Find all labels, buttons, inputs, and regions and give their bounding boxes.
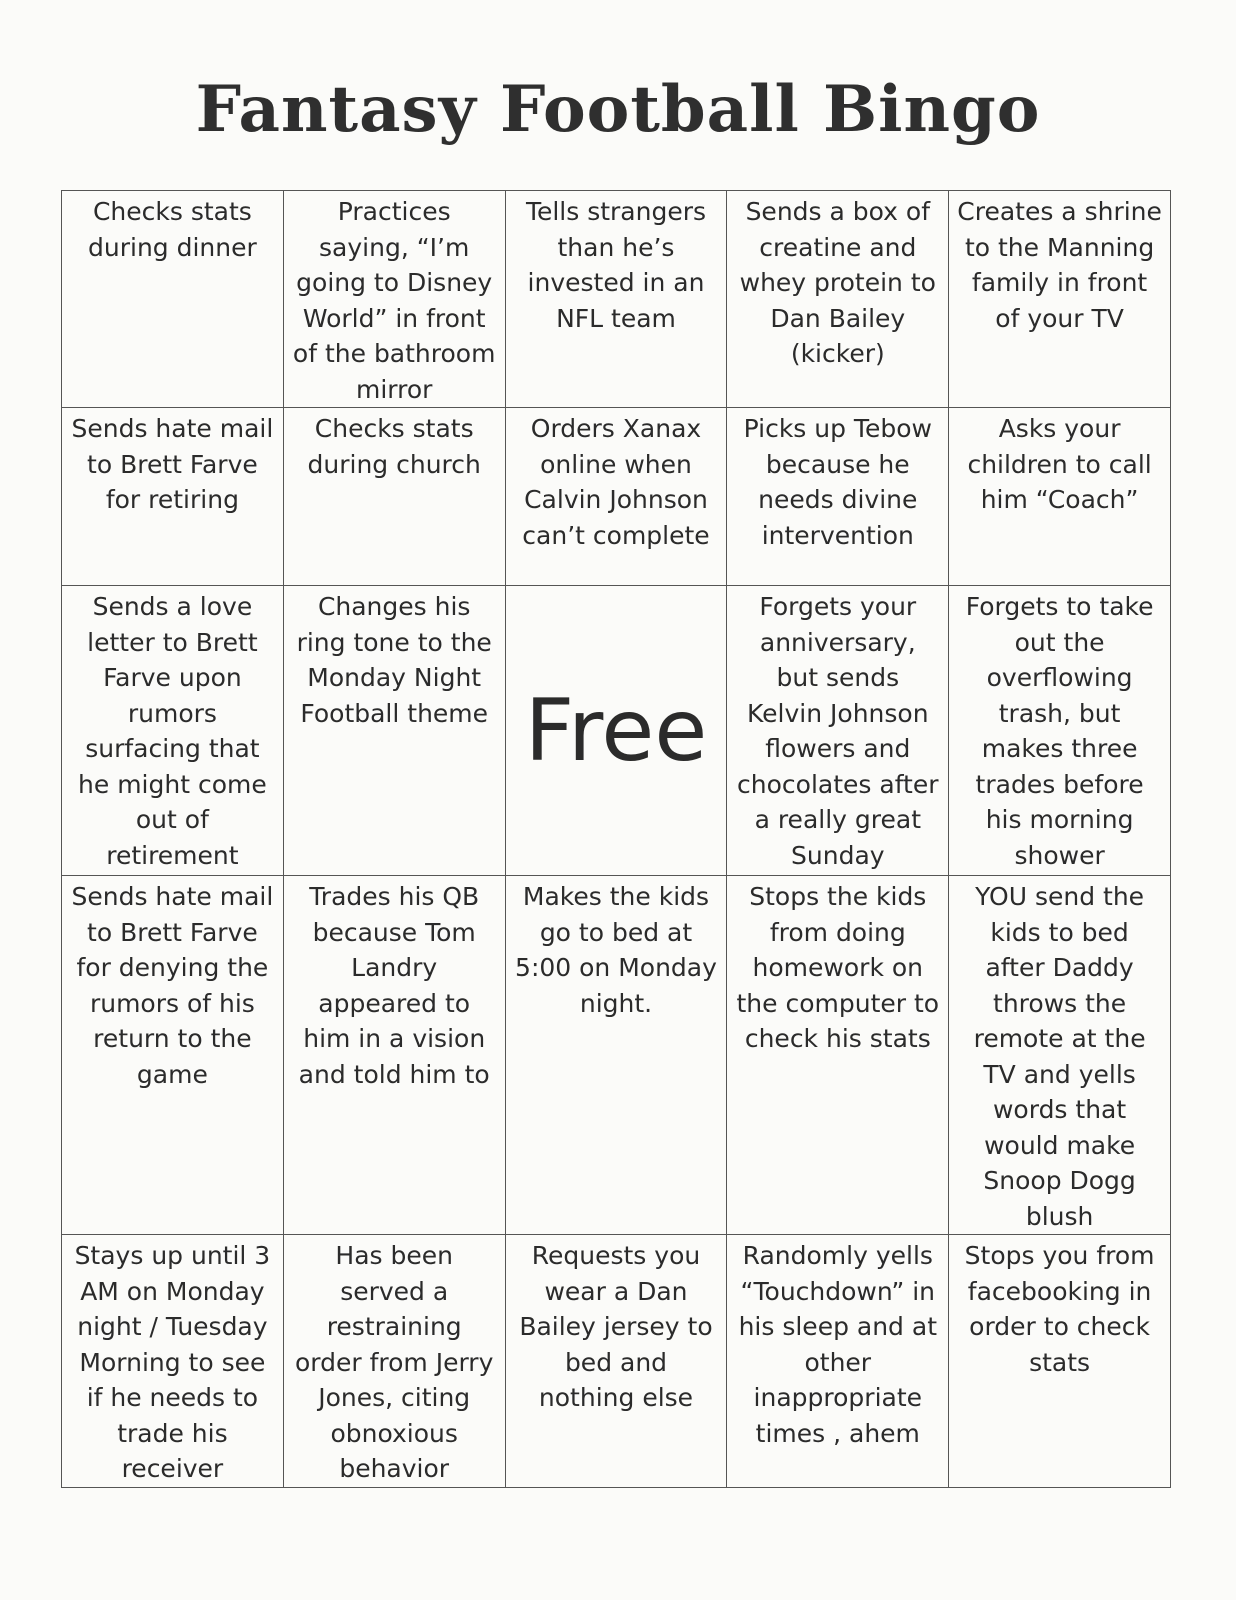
bingo-grid (61, 190, 1171, 1488)
bingo-cell: Checks stats during dinner (62, 191, 284, 408)
bingo-cell: Checks stats during church (283, 408, 505, 586)
bingo-cell: Sends hate mail to Brett Farve for denying the rumors of his return to the game (62, 876, 284, 1235)
bingo-cell: Trades his QB because Tom Landry appeared to him in a vision and told him to (283, 876, 505, 1235)
bingo-cell: Sends a love letter to Brett Farve upon rumors surfacing that he might come out of retirement (62, 586, 284, 876)
bingo-cell: Changes his ring tone to the Monday Night Football theme (283, 586, 505, 876)
bingo-cell: Practices saying, “I’m going to Disney World” in front of the bathroom mirror (283, 191, 505, 408)
bingo-cell: Randomly yells “Touchdown” in his sleep and at other inappropriate times , ahem (727, 1235, 949, 1488)
bingo-cell: Asks your children to call him “Coach” (949, 408, 1171, 586)
bingo-row (62, 1235, 1171, 1488)
bingo-cell: Has been served a restraining order from Jerry Jones, citing obnoxious behavior (283, 1235, 505, 1488)
free-space-cell: Free (505, 586, 727, 876)
page-title: Fantasy Football Bingo (195, 72, 1041, 147)
bingo-cell: Tells strangers than he’s invested in an NFL team (505, 191, 727, 408)
bingo-cell: Forgets your anniversary, but sends Kelvin Johnson flowers and chocolates after a really great Sunday (727, 586, 949, 876)
bingo-cell: Sends hate mail to Brett Farve for retiring (62, 408, 284, 586)
bingo-cell: Forgets to take out the overflowing trash, but makes three trades before his morning shower (949, 586, 1171, 876)
bingo-cell: Orders Xanax online when Calvin Johnson can’t complete (505, 408, 727, 586)
bingo-cell: Sends a box of creatine and whey protein to Dan Bailey (kicker) (727, 191, 949, 408)
bingo-row (62, 408, 1171, 586)
bingo-cell: Requests you wear a Dan Bailey jersey to bed and nothing else (505, 1235, 727, 1488)
bingo-cell: YOU send the kids to bed after Daddy throws the remote at the TV and yells words that would make Snoop Dogg blush (949, 876, 1171, 1235)
bingo-cell: Picks up Tebow because he needs divine intervention (727, 408, 949, 586)
bingo-row (62, 191, 1171, 408)
bingo-cell: Stops the kids from doing homework on the computer to check his stats (727, 876, 949, 1235)
bingo-row (62, 586, 1171, 876)
bingo-cell: Stays up until 3 AM on Monday night / Tuesday Morning to see if he needs to trade his receiver (62, 1235, 284, 1488)
bingo-cell: Creates a shrine to the Manning family in front of your TV (949, 191, 1171, 408)
bingo-cell: Makes the kids go to bed at 5:00 on Monday night. (505, 876, 727, 1235)
bingo-row (62, 876, 1171, 1235)
bingo-cell: Stops you from facebooking in order to check stats (949, 1235, 1171, 1488)
